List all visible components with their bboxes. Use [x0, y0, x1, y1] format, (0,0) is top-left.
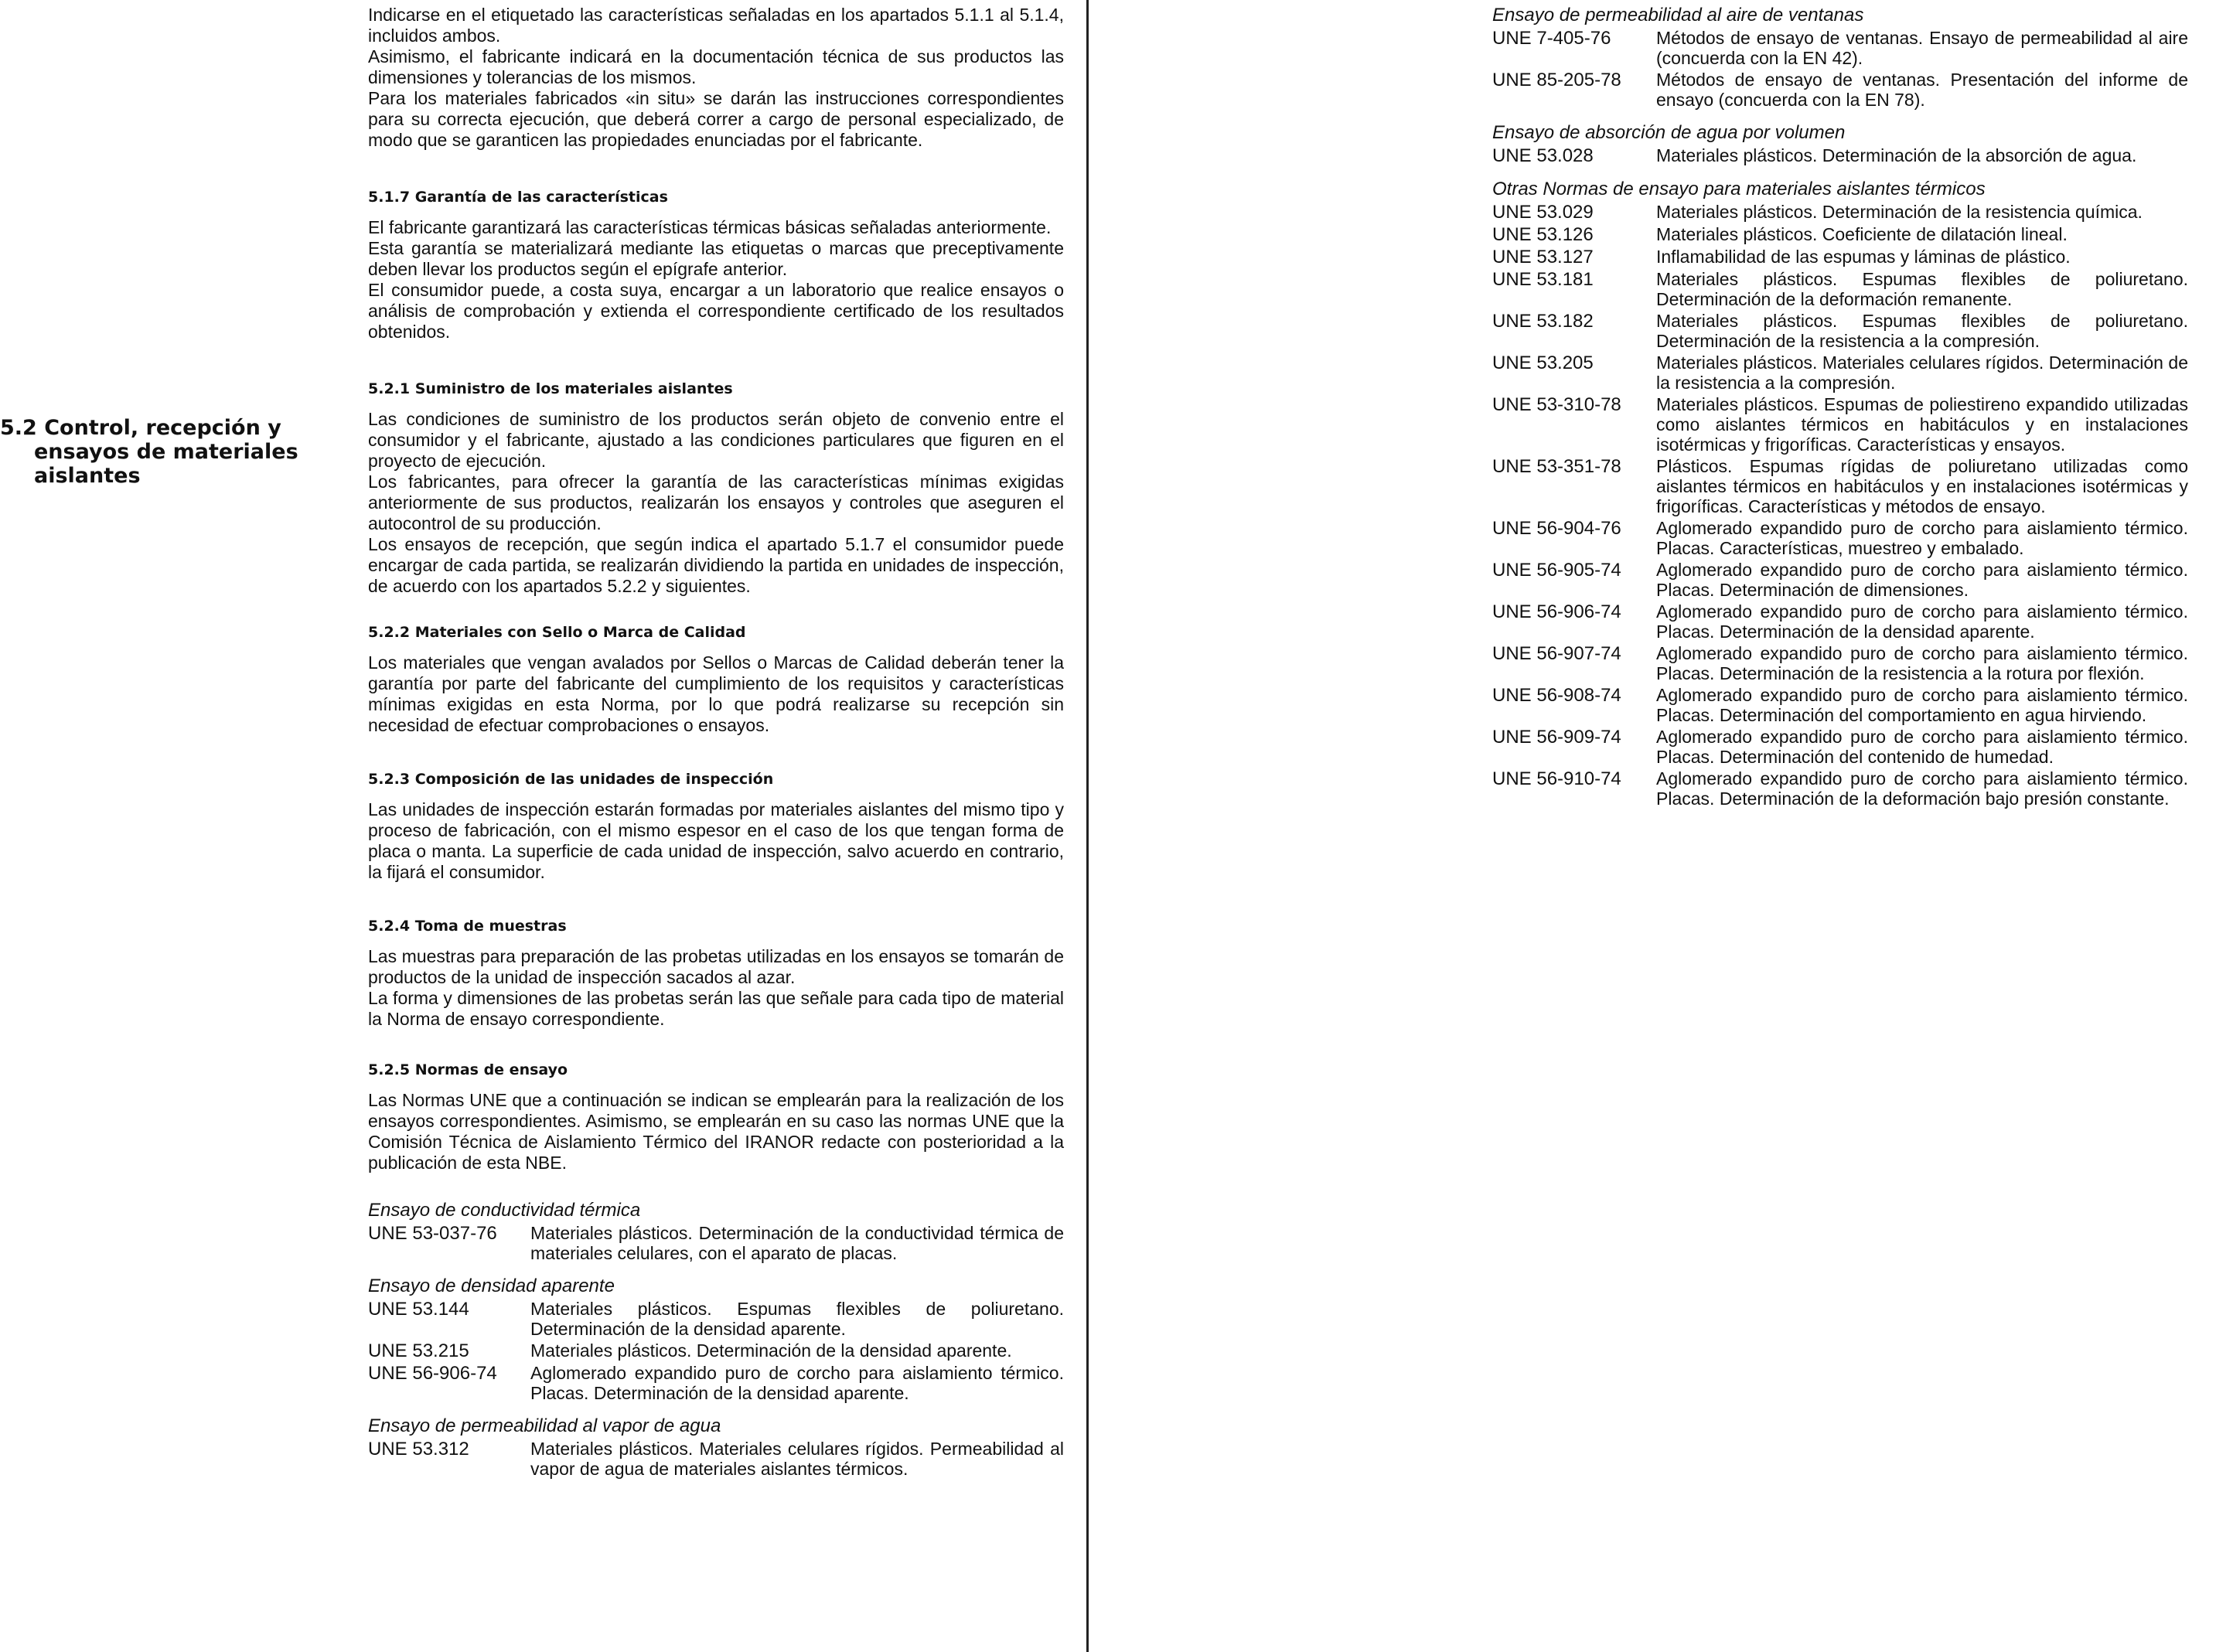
paragraph: Las condiciones de suministro de los productos serán objeto de convenio entre el consumidor y el fabricante, ajustado a las condiciones particulares que figuren en el proyecto de ejecución. [368, 409, 1064, 471]
standard-row [1492, 456, 2188, 516]
standard-code: UNE 53.312 [368, 1439, 469, 1460]
intro-paragraph: Indicarse en el etiquetado las características señaladas en los apartados 5.1.1 al 5.1.4, incluidos ambos. [368, 5, 1064, 46]
middle-column [368, 5, 1064, 1480]
standard-description: Aglomerado expandido puro de corcho para aislamiento térmico. Placas. Determinación de la resistencia a la rotura por flexión. [1656, 643, 2188, 683]
standard-description: Aglomerado expandido puro de corcho para aislamiento térmico. Placas. Determinación del contenido de humedad. [1656, 727, 2188, 767]
standard-description: Materiales plásticos. Materiales celulares rígidos. Permeabilidad al vapor de agua de materiales aislantes térmicos. [530, 1439, 1064, 1479]
standard-row [1492, 601, 2188, 642]
standard-description: Materiales plásticos. Espumas de poliestireno expandido utilizadas como aislantes térmicos en habitáculos y en instalaciones isotérmicas y frigoríficas. Características y ensayos. [1656, 394, 2188, 455]
standard-code: UNE 7-405-76 [1492, 28, 1611, 49]
right-column [1492, 5, 2188, 810]
standard-row [1492, 70, 2188, 110]
standard-row [368, 1299, 1064, 1339]
standard-description: Materiales plásticos. Determinación de la conductividad térmica de materiales celulares, con el aparato de placas. [530, 1223, 1064, 1263]
standard-description: Métodos de ensayo de ventanas. Ensayo de permeabilidad al aire (concuerda con la EN 42). [1656, 28, 2188, 68]
section-524 [368, 917, 1064, 1030]
standard-row [1492, 202, 2188, 223]
standard-row [1492, 643, 2188, 683]
norm-category [1492, 122, 2188, 166]
standard-description: Materiales plásticos. Determinación de la densidad aparente. [530, 1340, 1012, 1361]
section-523 [368, 770, 1064, 883]
standard-code: UNE 53-310-78 [1492, 394, 1621, 415]
standard-code: UNE 56-906-74 [368, 1363, 497, 1384]
paragraph: Esta garantía se materializará mediante las etiquetas o marcas que preceptivamente deben llevar los productos según el epígrafe anterior. [368, 238, 1064, 279]
section-heading-523: 5.2.3 Composición de las unidades de inspección [368, 771, 774, 788]
paragraph: Las Normas UNE que a continuación se indican se emplearán para la realización de los ensayos correspondientes. Asimismo, se emplearán en su caso las normas UNE que la Comisión Técnica de Aislamiento Térmico del IRANOR redacte con posterioridad a la publicación de esta NBE. [368, 1090, 1064, 1173]
section-heading-525: 5.2.5 Normas de ensayo [368, 1061, 568, 1078]
standard-row [1492, 269, 2188, 309]
standard-row [1492, 145, 2188, 166]
standard-code: UNE 53-037-76 [368, 1223, 497, 1244]
standard-code: UNE 53.182 [1492, 311, 1594, 332]
paragraph: Las unidades de inspección estarán formadas por materiales aislantes del mismo tipo y proceso de fabricación, con el mismo espesor en el caso de los que tengan forma de placa o manta. La superficie de cada unidad de inspección, salvo acuerdo en contrario, la fijará el consumidor. [368, 799, 1064, 882]
standard-description: Plásticos. Espumas rígidas de poliuretano utilizadas como aislantes térmicos en habitáculos y en instalaciones isotérmicas y frigoríficas. Características y métodos de ensayo. [1656, 456, 2188, 516]
standard-code: UNE 53.029 [1492, 202, 1594, 223]
standard-code: UNE 53.144 [368, 1299, 469, 1320]
section-525 [368, 1061, 1064, 1173]
standard-code: UNE 56-908-74 [1492, 685, 1621, 706]
standard-row [368, 1340, 1064, 1361]
category-title: Ensayo de absorción de agua por volumen [1492, 122, 1846, 143]
norm-category [368, 1200, 1064, 1263]
standard-row [368, 1223, 1064, 1263]
section-517 [368, 188, 1064, 342]
standard-description: Aglomerado expandido puro de corcho para aislamiento térmico. Placas. Determinación de la densidad aparente. [530, 1363, 1064, 1403]
section-522 [368, 623, 1064, 736]
column-divider [1086, 0, 1089, 1652]
standard-code: UNE 56-905-74 [1492, 560, 1621, 581]
paragraph: Los fabricantes, para ofrecer la garantía de las características mínimas exigidas anteriormente de sus productos, realizarán los ensayos y controles que aseguren el autocontrol de su producción. [368, 472, 1064, 533]
standard-description: Aglomerado expandido puro de corcho para aislamiento térmico. Placas. Determinación de la deformación bajo presión constante. [1656, 768, 2188, 809]
standard-code: UNE 53.205 [1492, 353, 1594, 373]
standard-description: Aglomerado expandido puro de corcho para aislamiento térmico. Placas. Determinación de la densidad aparente. [1656, 601, 2188, 642]
section-521 [368, 380, 1064, 597]
standard-row [368, 1363, 1064, 1403]
paragraph: Los ensayos de recepción, que según indica el apartado 5.1.7 el consumidor puede encargar de cada partida, se realizarán dividiendo la partida en unidades de inspección, de acuerdo con los apartados 5.2.2 y siguientes. [368, 534, 1064, 596]
standard-code: UNE 56-907-74 [1492, 643, 1621, 664]
category-title: Ensayo de conductividad térmica [368, 1200, 641, 1221]
standard-row [1492, 247, 2188, 267]
standard-row [1492, 224, 2188, 245]
standard-code: UNE 53.181 [1492, 269, 1594, 290]
standard-description: Materiales plásticos. Determinación de la absorción de agua. [1656, 145, 2137, 165]
standard-code: UNE 53-351-78 [1492, 456, 1621, 477]
standard-description: Materiales plásticos. Coeficiente de dilatación lineal. [1656, 224, 2068, 244]
standard-description: Materiales plásticos. Espumas flexibles de poliuretano. Determinación de la densidad aparente. [530, 1299, 1064, 1339]
section-heading-517: 5.1.7 Garantía de las características [368, 189, 668, 206]
standard-code: UNE 56-906-74 [1492, 601, 1621, 622]
standard-row [1492, 685, 2188, 725]
section-heading: 5.2 Control, recepción y ensayos de materiales aislantes [0, 416, 298, 488]
norm-category [1492, 179, 2188, 809]
category-title: Ensayo de permeabilidad al aire de ventanas [1492, 5, 1864, 26]
standard-code: UNE 53.126 [1492, 224, 1594, 245]
norm-category [1492, 5, 2188, 110]
standard-row [1492, 727, 2188, 767]
intro-block [368, 5, 1064, 151]
standard-row [1492, 28, 2188, 68]
standard-description: Aglomerado expandido puro de corcho para aislamiento térmico. Placas. Determinación de dimensiones. [1656, 560, 2188, 600]
section-heading-522: 5.2.2 Materiales con Sello o Marca de Calidad [368, 624, 746, 641]
standard-row [1492, 768, 2188, 809]
standard-description: Materiales plásticos. Determinación de la resistencia química. [1656, 202, 2143, 222]
standard-code: UNE 85-205-78 [1492, 70, 1621, 90]
standard-code: UNE 56-909-74 [1492, 727, 1621, 748]
standard-description: Inflamabilidad de las espumas y láminas de plástico. [1656, 247, 2071, 267]
standard-description: Materiales plásticos. Materiales celulares rígidos. Determinación de la resistencia a la compresión. [1656, 353, 2188, 393]
norm-category [368, 1276, 1064, 1403]
intro-paragraph: Asimismo, el fabricante indicará en la documentación técnica de sus productos las dimensiones y tolerancias de los mismos. [368, 46, 1064, 87]
category-title: Otras Normas de ensayo para materiales aislantes térmicos [1492, 179, 1986, 199]
standard-description: Aglomerado expandido puro de corcho para aislamiento térmico. Placas. Características, muestreo y embalado. [1656, 518, 2188, 558]
standard-description: Materiales plásticos. Espumas flexibles de poliuretano. Determinación de la resistencia a la compresión. [1656, 311, 2188, 351]
paragraph: El fabricante garantizará las características térmicas básicas señaladas anteriormente. [368, 217, 1052, 237]
standard-row [1492, 394, 2188, 455]
standard-row [1492, 518, 2188, 558]
paragraph: La forma y dimensiones de las probetas serán las que señale para cada tipo de material la Norma de ensayo correspondiente. [368, 988, 1064, 1029]
standard-row [1492, 311, 2188, 351]
standard-code: UNE 53.127 [1492, 247, 1594, 267]
section-heading-524: 5.2.4 Toma de muestras [368, 918, 567, 935]
standard-description: Métodos de ensayo de ventanas. Presentación del informe de ensayo (concuerda con la EN 78). [1656, 70, 2188, 110]
standard-code: UNE 53.028 [1492, 145, 1594, 166]
paragraph: Los materiales que vengan avalados por Sellos o Marcas de Calidad deberán tener la garantía por parte del fabricante del cumplimiento de los requisitos y características mínimas exigidas en esta Norma, por lo que podrá realizarse su recepción sin necesidad de efectuar comprobaciones o ensayos. [368, 652, 1064, 735]
standard-code: UNE 53.215 [368, 1340, 469, 1361]
standard-description: Aglomerado expandido puro de corcho para aislamiento térmico. Placas. Determinación del comportamiento en agua hirviendo. [1656, 685, 2188, 725]
intro-paragraph: Para los materiales fabricados «in situ» se darán las instrucciones correspondientes para su correcta ejecución, que deberá correr a cargo de personal especializado, de modo que se garanticen las propiedades enunciadas por el fabricante. [368, 88, 1064, 150]
standard-row [368, 1439, 1064, 1479]
category-title: Ensayo de densidad aparente [368, 1276, 615, 1296]
standard-code: UNE 56-904-76 [1492, 518, 1621, 539]
paragraph: El consumidor puede, a costa suya, encargar a un laboratorio que realice ensayos o análisis de comprobación y extienda el correspondiente certificado de los resultados obtenidos. [368, 280, 1064, 342]
standard-code: UNE 56-910-74 [1492, 768, 1621, 789]
standard-row [1492, 353, 2188, 393]
standard-description: Materiales plásticos. Espumas flexibles de poliuretano. Determinación de la deformación remanente. [1656, 269, 2188, 309]
section-heading-521: 5.2.1 Suministro de los materiales aislantes [368, 380, 733, 397]
norm-category [368, 1415, 1064, 1479]
paragraph: Las muestras para preparación de las probetas utilizadas en los ensayos se tomarán de productos de la unidad de inspección sacados al azar. [368, 946, 1064, 987]
category-title: Ensayo de permeabilidad al vapor de agua [368, 1415, 721, 1436]
standard-row [1492, 560, 2188, 600]
